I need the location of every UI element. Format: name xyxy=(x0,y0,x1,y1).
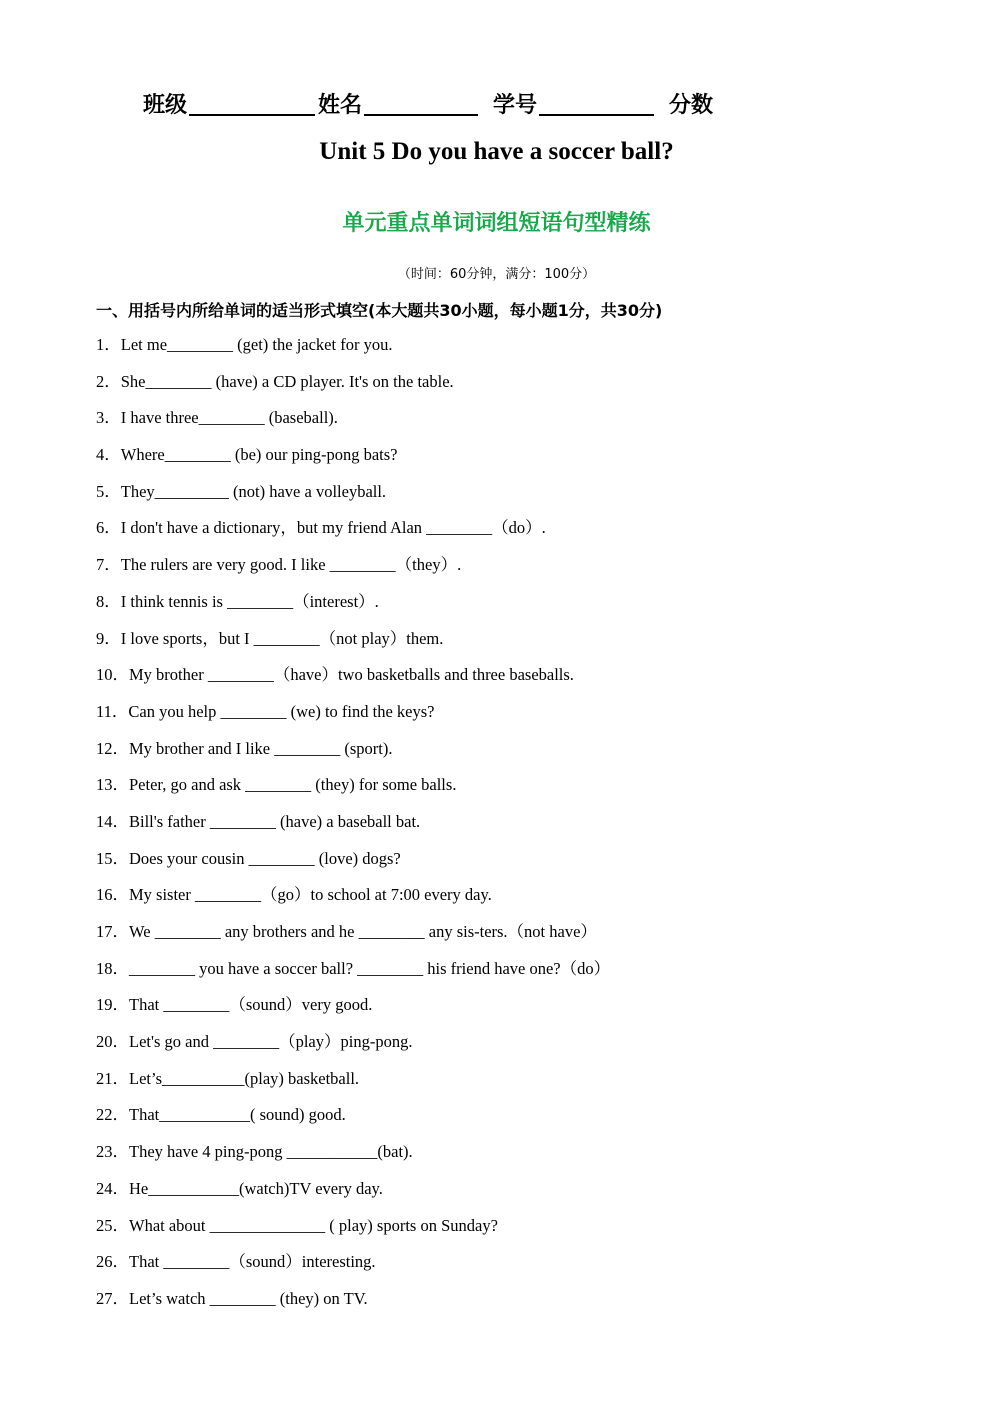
score-label: 分数 xyxy=(669,93,714,118)
question-item: 11．Can you help ________ (we) to find the keys? xyxy=(96,701,435,721)
section-heading: 一、用括号内所给单词的适当形式填空(本大题共30小题，每小题1分，共30分) xyxy=(96,301,663,320)
question-item: 17．We ________ any brothers and he ________ any sis-ters.（not have） xyxy=(96,922,597,941)
question-item: 13．Peter, go and ask ________ (they) for some balls. xyxy=(96,775,457,795)
name-blank[interactable] xyxy=(364,114,478,116)
question-item: 6．I don't have a dictionary，but my friend Alan ________（do）. xyxy=(96,518,546,538)
page-title: Unit 5 Do you have a soccer ball? xyxy=(319,138,674,165)
question-item: 8．I think tennis is ________（interest）. xyxy=(96,591,379,611)
question-item: 19．That ________（sound）very good. xyxy=(96,995,373,1015)
question-item: 15．Does your cousin ________ (love) dogs? xyxy=(96,848,401,868)
question-item: 22．That___________( sound) good. xyxy=(96,1105,346,1125)
student-info-line xyxy=(143,86,843,120)
question-item: 24．He___________(watch)TV every day. xyxy=(96,1178,383,1198)
class-label: 班级 xyxy=(143,93,188,118)
question-item: 5．They_________ (not) have a volleyball. xyxy=(96,481,387,501)
question-item: 20．Let's go and ________（play）ping-pong. xyxy=(96,1032,413,1052)
student-no-blank[interactable] xyxy=(539,114,654,116)
question-item: 25．What about ______________ ( play) sports on Sunday? xyxy=(96,1215,498,1235)
question-list xyxy=(96,334,916,1325)
question-item: 1．Let me________ (get) the jacket for you. xyxy=(96,335,393,354)
question-item: 16．My sister ________（go）to school at 7:00 every day. xyxy=(96,885,492,905)
question-item: 12．My brother and I like ________ (sport). xyxy=(96,738,393,758)
question-item: 2．She________ (have) a CD player. It's on the table. xyxy=(96,371,454,391)
question-item: 26．That ________（sound）interesting. xyxy=(96,1252,376,1272)
student-no-label: 学号 xyxy=(493,93,538,118)
question-item: 27．Let’s watch ________ (they) on TV. xyxy=(96,1288,368,1308)
question-item: 14．Bill's father ________ (have) a baseball bat. xyxy=(96,811,421,831)
question-item: 3．I have three________ (baseball). xyxy=(96,408,338,428)
time-info: （时间：60分钟，满分：100分） xyxy=(397,267,596,282)
class-blank[interactable] xyxy=(189,114,315,116)
question-item: 7．The rulers are very good. I like ________（they）. xyxy=(96,555,462,575)
page-subtitle: 单元重点单词词组短语句型精练 xyxy=(342,211,651,236)
question-item: 18．________ you have a soccer ball? ________ his friend have one?（do） xyxy=(96,958,611,978)
question-item: 10．My brother ________（have）two basketballs and three baseballs. xyxy=(96,665,574,685)
question-item: 4．Where________ (be) our ping-pong bats? xyxy=(96,445,398,465)
question-item: 23．They have 4 ping-pong ___________(bat). xyxy=(96,1142,413,1162)
question-item: 21．Let’s__________(play) basketball. xyxy=(96,1068,360,1088)
question-item: 9．I love sports，but I ________（not play）them. xyxy=(96,628,444,648)
name-label: 姓名 xyxy=(318,93,363,118)
